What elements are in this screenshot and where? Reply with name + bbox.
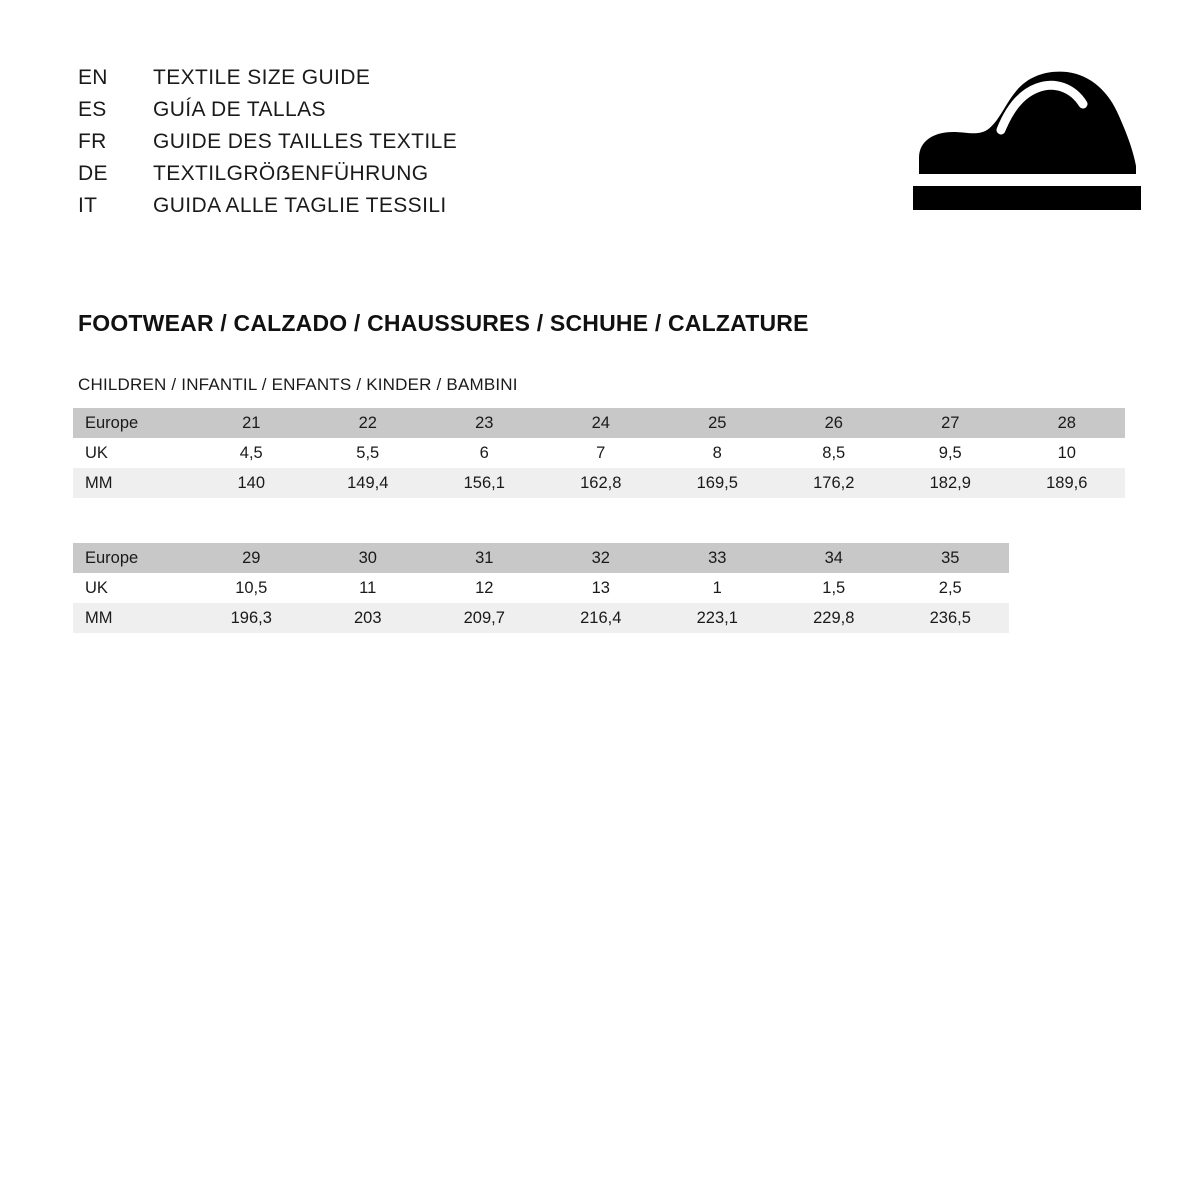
cell: 169,5 [659,468,776,498]
row-label: MM [73,603,193,633]
language-row-de [78,158,698,190]
cell: 216,4 [543,603,660,633]
cell: 12 [426,573,543,603]
language-code-de: DE [78,162,108,185]
cell: 7 [543,438,660,468]
cell: 26 [776,408,893,438]
cell: 4,5 [193,438,310,468]
language-code-es: ES [78,98,107,121]
language-text-de: TEXTILGRÖẞENFÜHRUNG [153,162,429,185]
row-label: UK [73,438,193,468]
table-row [73,438,1125,468]
cell: 236,5 [892,603,1009,633]
language-code-it: IT [78,194,98,217]
cell: 156,1 [426,468,543,498]
row-label: UK [73,573,193,603]
row-label: MM [73,468,193,498]
cell: 30 [310,543,427,573]
subsection-title: CHILDREN / INFANTIL / ENFANTS / KINDER / BAMBINI [78,375,518,394]
cell-empty [1009,543,1126,573]
cell: 209,7 [426,603,543,633]
language-text-fr: GUIDE DES TAILLES TEXTILE [153,130,458,153]
section-title: FOOTWEAR / CALZADO / CHAUSSURES / SCHUHE / CALZATURE [78,310,809,336]
cell: 10,5 [193,573,310,603]
table-row [73,408,1125,438]
cell: 162,8 [543,468,660,498]
language-text-it: GUIDA ALLE TAGLIE TESSILI [153,194,447,217]
cell: 8,5 [776,438,893,468]
cell: 6 [426,438,543,468]
table-row [73,573,1125,603]
size-table-children-1 [73,408,1125,498]
cell: 189,6 [1009,468,1126,498]
cell: 25 [659,408,776,438]
row-label: Europe [73,543,193,573]
language-text-es: GUÍA DE TALLAS [153,98,326,121]
cell: 13 [543,573,660,603]
cell: 1 [659,573,776,603]
language-text-en: TEXTILE SIZE GUIDE [153,66,371,89]
cell: 33 [659,543,776,573]
cell-empty [1009,573,1126,603]
cell: 5,5 [310,438,427,468]
language-row-it [78,190,698,222]
cell: 21 [193,408,310,438]
cell: 34 [776,543,893,573]
cell: 140 [193,468,310,498]
cell: 229,8 [776,603,893,633]
size-table-children-2 [73,543,1125,633]
cell: 35 [892,543,1009,573]
cell: 182,9 [892,468,1009,498]
cell: 223,1 [659,603,776,633]
cell: 27 [892,408,1009,438]
language-code-en: EN [78,66,108,89]
cell: 31 [426,543,543,573]
language-code-fr: FR [78,130,107,153]
cell: 149,4 [310,468,427,498]
cell: 2,5 [892,573,1009,603]
table-row [73,468,1125,498]
cell: 11 [310,573,427,603]
language-row-en [78,62,698,94]
language-row-es [78,94,698,126]
cell-empty [1009,603,1126,633]
cell: 203 [310,603,427,633]
cell: 176,2 [776,468,893,498]
shoe-icon [905,70,1150,220]
table-row [73,603,1125,633]
cell: 196,3 [193,603,310,633]
cell: 1,5 [776,573,893,603]
cell: 8 [659,438,776,468]
row-label: Europe [73,408,193,438]
table-row [73,543,1125,573]
language-list [78,62,698,222]
cell: 9,5 [892,438,1009,468]
cell: 24 [543,408,660,438]
cell: 28 [1009,408,1126,438]
language-row-fr [78,126,698,158]
cell: 32 [543,543,660,573]
cell: 22 [310,408,427,438]
cell: 23 [426,408,543,438]
cell: 10 [1009,438,1126,468]
cell: 29 [193,543,310,573]
